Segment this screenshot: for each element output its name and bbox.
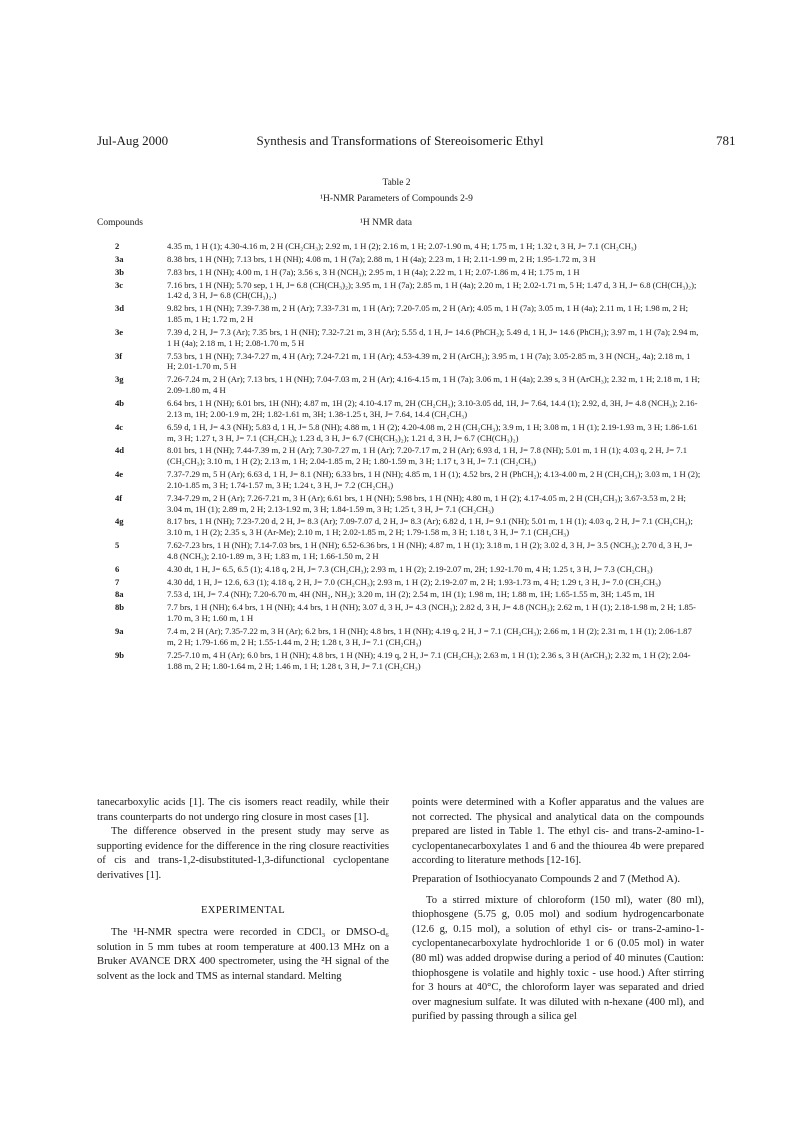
compound-label: 8b [115, 602, 125, 613]
nmr-table-body [97, 241, 701, 673]
nmr-data: 7.34-7.29 m, 2 H (Ar); 7.26-7.21 m, 3 H (Ar); 6.61 brs, 1 H (NH); 5.98 brs, 1 H (NH); 4.80 m, 1 H (2); 4.17-4.05 m, 2 H (CH₂CH₃); 3.67-3.53 m, 2 H; 3.04 m, 1H (1); 2.89 m, 2 H; 2.13-1.92 m, 3 H; 1.84-1.59 m, 3 H; 1.25 t, 3 H, J= 7.1 (CH₂CH₃) [167, 492, 686, 514]
table-row [97, 374, 701, 396]
compound-label: 3d [115, 303, 125, 314]
compound-label: 6 [115, 563, 120, 574]
compound-label: 9a [115, 626, 124, 636]
compound-label: 3b [115, 266, 125, 277]
table-row [97, 445, 701, 467]
table-row [97, 267, 701, 278]
table-row [97, 564, 701, 575]
nmr-data: 6.64 brs, 1 H (NH); 6.01 brs, 1H (NH); 4.87 m, 1H (2); 4.10-4.17 m, 2H (CH₂CH₃); 3.10-3.05 dd, 1H, J= 7.64, 14.4 (1); 2.92, d, 3H, J= 4.8 (NCH₃); 2.16-2.13 m, 1H; 2.00-1.9 m, 2H; 1.82-1.61 m, 3H; 1.38-1.25 t, 3H, J= 7.64, 14.4 (CH₂CH₃) [167, 397, 698, 419]
nmr-data: 4.30 dt, 1 H, J= 6.5, 6.5 (1); 4.18 q, 2 H, J= 7.3 (CH₂CH₃); 2.93 m, 1 H (2); 2.19-2.07 m, 2H; 1.92-1.70 m, 4 H; 1.25 t, 3 H, J= 7.3 (CH₂CH₃) [167, 563, 653, 574]
compound-label: 4c [115, 421, 124, 432]
table-row [97, 241, 701, 252]
right-paragraph-1: points were determined with a Kofler apparatus and the values are not corrected. The physical and analytical data on the compounds prepared are listed in Table 1. The ethyl cis- and trans-2-amino-1-cyclopentanecarboxylates 1 and 6 and the thiourea 4b were prepared according to literature methods [12-16]. [412, 797, 704, 867]
compound-label: 7 [115, 576, 120, 587]
table-row [97, 602, 701, 624]
right-paragraph-2: To a stirred mixture of chloroform (150 ml), water (80 ml), thiophosgene (5.75 g, 0.05 mol) and sodium hydrogencarbonate (12.6 g, 0.15 mol), a solution of ethyl cis- or trans-2-amino-1-cyclopentanecarboxylate hydrochloride 1 or 6 (0.05 mol) in water (80 ml) was added dropwise during a period of 40 minutes (Caution: thiophosgene is volatile and highly toxic - use hood.) After stirring for 3 hours at 40°C, the chloroform layer was separated and dried over magnesium sulfate. It was diluted with n-hexane (400 ml), and purified by passing through a silica gel [412, 894, 704, 1023]
left-paragraph-3: The ¹H-NMR spectra were recorded in CDCl₃ or DMSO-d₆ solution in 5 mm tubes at room temperature at 400.13 MHz on a Bruker AVANCE DRX 400 spectrometer, using the ²H signal of the solvent as the lock and TMS as internal standard. Melting [97, 927, 389, 982]
table-row [97, 327, 701, 349]
nmr-data: 9.82 brs, 1 H (NH); 7.39-7.38 m, 2 H (Ar); 7.33-7.31 m, 1 H (Ar); 7.20-7.05 m, 2 H (Ar); 4.05 m, 1 H (7a); 3.05 m, 1 H (4a); 2.11 m, 1 H; 1.98 m, 2 H; 1.85 m, 1 H; 1.72 m, 2 H [167, 303, 688, 325]
table-row [97, 469, 701, 491]
table-row [97, 422, 701, 444]
nmr-data: 7.53 brs, 1 H (NH); 7.34-7.27 m, 4 H (Ar); 7.24-7.21 m, 1 H (Ar); 4.53-4.39 m, 2 H (ArCH₂); 3.95 m, 1 H (7a); 3.05-2.85 m, 3 H (NCH₂, 4a); 2.18 m, 1 H; 2.01-1.70 m, 5 H [167, 350, 691, 372]
right-column [412, 796, 704, 1025]
compound-label: 2 [115, 241, 120, 251]
table-number: Table 2 [382, 178, 411, 188]
header-title: Synthesis and Transformations of Stereoisomeric Ethyl [256, 133, 544, 148]
running-header [0, 133, 793, 153]
nmr-data: 7.37-7.29 m, 5 H (Ar); 6.63 d, 1 H, J= 8.1 (NH); 6.33 brs, 1 H (NH); 4.85 m, 1 H (1); 4.52 brs, 2 H (PhCH₂); 4.13-4.00 m, 2 H (CH₂CH₃); 3.03 m, 1 H (2); 2.10-1.85 m, 3 H; 1.74-1.57 m, 3 H; 1.24 t, 3 H, J= 7.2 (CH₂CH₃) [167, 469, 701, 490]
table-row [97, 254, 701, 265]
table-caption: ¹H-NMR Parameters of Compounds 2-9 [320, 194, 473, 204]
nmr-data: 7.25-7.10 m, 4 H (Ar); 6.0 brs, 1 H (NH); 4.8 brs, 1 H (NH); 4.19 q, 2 H, J= 7.1 (CH₂CH₃); 2.63 m, 1 H (1); 2.36 s, 3 H (ArCH₃); 2.32 m, 1 H (2); 2.04-1.88 m, 2 H; 1.80-1.64 m, 2 H; 1.46 m, 1 H; 1.28 t, 3 H, J= 7.1 (CH₂CH₃) [167, 649, 691, 671]
compound-label: 3e [115, 326, 124, 337]
nmr-data: 8.17 brs, 1 H (NH); 7.23-7.20 d, 2 H, J= 8.3 (Ar); 7.09-7.07 d, 2 H, J= 8.3 (Ar); 6.82 d, 1 H, J= 9.1 (NH); 5.01 m, 1 H (1); 4.03 q, 2 H, J= 7.1 (CH₂CH₃); 3.10 m, 1 H (2); 2.35 s, 3 H (Ar-Me); 2.10 m, 1 H; 2.02-1.85 m, 2 H; 1.79-1.58 m, 3 H; 1.18 t, 3 H, J= 7.1 (CH₂CH₃) [167, 516, 693, 538]
compound-label: 4b [115, 397, 125, 408]
table-row [97, 540, 701, 562]
compound-label: 3c [115, 279, 124, 290]
compound-label: 4f [115, 492, 123, 503]
table-row [97, 516, 701, 538]
nmr-data: 4.35 m, 1 H (1); 4.30-4.16 m, 2 H (CH₂CH₃); 2.92 m, 1 H (2); 2.16 m, 1 H; 2.07-1.90 m, 4 H; 1.75 m, 1 H; 1.32 t, 3 H, J= 7.1 (CH₂CH₃) [167, 241, 637, 251]
table-row [97, 577, 701, 588]
nmr-data: 7.53 d, 1H, J= 7.4 (NH); 7.20-6.70 m, 4H (NH₂, NH₂); 3.20 m, 1H (2); 2.54 m, 1H (1); 1.98 m, 1H; 1.88 m, 1H; 1.65-1.55 m, 3H; 1.45 m, 1H [167, 589, 655, 600]
header-date: Jul-Aug 2000 [97, 133, 169, 148]
table-row [97, 351, 701, 373]
nmr-data: 7.83 brs, 1 H (NH); 4.00 m, 1 H (7a); 3.56 s, 3 H (NCH₃); 2.95 m, 1 H (4a); 2.22 m, 1 H; 2.07-1.86 m, 4 H; 1.75 m, 1 H [167, 266, 580, 277]
compound-label: 3a [115, 253, 124, 264]
table-row [97, 303, 701, 325]
left-column [97, 796, 389, 985]
nmr-data: 7.4 m, 2 H (Ar); 7.35-7.22 m, 3 H (Ar); 6.2 brs, 1 H (NH); 4.8 brs, 1 H (NH); 4.19 q, 2 H, J = 7.1 (CH₂CH₃); 2.66 m, 1 H (2); 2.31 m, 1 H (1); 2.06-1.87 m, 2 H; 1.79-1.66 m, 2 H; 1.55-1.44 m, 2 H; 1.28 t, 3 H, J= 7.1 (CH₂CH₃) [167, 626, 692, 647]
page-number: 781 [716, 133, 736, 148]
nmr-data: 8.01 brs, 1 H (NH); 7.44-7.39 m, 2 H (Ar); 7.30-7.27 m, 1 H (Ar); 7.20-7.17 m, 2 H (Ar); 6.93 d, 1 H, J= 7.8 (NH); 5.01 m, 1 H (1); 4.03 q, 2 H, J= 7.1 (CH₂CH₃); 3.10 m, 1 H (2); 2.13 m, 1 H; 2.04-1.85 m, 2 H; 1.80-1.59 m, 3 H; 1.17 t, 3 H, J= 7.1 (CH₂CH₃) [167, 445, 688, 467]
table-row [97, 280, 701, 302]
compound-label: 5 [115, 540, 120, 551]
compound-label: 9b [115, 649, 125, 660]
nmr-data: 7.16 brs, 1 H (NH); 5.70 sep, 1 H, J= 6.8 (CH(CH₃)₂); 3.95 m, 1 H (7a); 2.85 m, 1 H (4a); 2.20 m, 1 H; 2.02-1.71 m, 5 H; 1.47 d, 3 H, J= 6.8 (CH(CH₃)₂); 1.42 d, 3 H, J= 6.8 (CH(CH₃)₂.) [167, 279, 697, 301]
table-row [97, 398, 701, 420]
nmr-data: 7.39 d, 2 H, J= 7.3 (Ar); 7.35 brs, 1 H (NH); 7.32-7.21 m, 3 H (Ar); 5.55 d, 1 H, J= 14.6 (PhCH₂); 5.49 d, 1 H, J= 14.6 (PhCH₂); 3.97 m, 1 H (7a); 2.94 m, 1 H (4a); 2.18 m, 1 H; 2.08-1.70 m, 5 H [167, 326, 699, 348]
table-row [97, 626, 701, 648]
left-paragraph-1: tanecarboxylic acids [1]. The cis isomers react readily, while their trans counterparts do not undergo ring closure in most cases [1]. [97, 797, 389, 823]
nmr-data: 7.62-7.23 brs, 1 H (NH); 7.14-7.03 brs, 1 H (NH); 6.52-6.36 brs, 1 H (NH); 4.87 m, 1 H (1); 3.18 m, 1 H (2); 3.02 d, 3 H, J= 3.5 (NCH₃); 2.70 d, 3 H, J= 4.8 (NCH₃); 2.10-1.89 m, 3 H; 1.83 m, 1 H; 1.66-1.50 m, 2 H [167, 540, 693, 561]
left-paragraph-2: The difference observed in the present study may serve as supporting evidence for the difference in the ring closure reactivities of cis and trans-1,2-disubstituted-1,3-difunctional cyclopentane derivatives [1]. [97, 826, 389, 881]
compound-label: 8a [115, 589, 124, 600]
table-row [97, 493, 701, 515]
nmr-data: 4.30 dd, 1 H, J= 12.6, 6.3 (1); 4.18 q, 2 H, J= 7.0 (CH₂CH₃); 2.93 m, 1 H (2); 2.19-2.07 m, 2 H; 1.93-1.73 m, 4 H; 1.29 t, 3 H, J= 7.0 (CH₂CH₃) [167, 576, 661, 587]
table-row [97, 589, 701, 600]
compound-label: 4e [115, 469, 124, 480]
column-header-nmr: ¹H NMR data [360, 218, 412, 228]
section-heading-experimental: EXPERIMENTAL [201, 904, 285, 916]
nmr-data: 7.26-7.24 m, 2 H (Ar); 7.13 brs, 1 H (NH); 7.04-7.03 m, 2 H (Ar); 4.16-4.15 m, 1 H (7a); 3.06 m, 1 H (4a); 2.39 s, 3 H (ArCH₃); 2.32 m, 1 H; 2.18 m, 1 H; 2.09-1.80 m, 4 H [167, 374, 700, 396]
compound-label: 3f [115, 350, 123, 361]
nmr-data: 8.38 brs, 1 H (NH); 7.13 brs, 1 H (NH); 4.08 m, 1 H (7a); 2.88 m, 1 H (4a); 2.23 m, 1 H; 2.11-1.99 m, 2 H; 1.95-1.72 m, 3 H [167, 253, 596, 264]
nmr-data: 6.59 d, 1 H, J= 4.3 (NH); 5.83 d, 1 H, J= 5.8 (NH); 4.88 m, 1 H (2); 4.20-4.08 m, 2 H (CH₂CH₃); 3.9 m, 1 H; 3.08 m, 1 H (1); 2.19-1.93 m, 3 H; 1.86-1.61 m, 3 H; 1.27 t, 3 H, J= 7.1 (CH₂CH₃); 1.23 d, 3 H, J= 6.7 (CH(CH₃)₂); 1.21 d, 3 H, J= 6.7 (CH(CH₃)₂) [167, 421, 698, 443]
nmr-data: 7.7 brs, 1 H (NH); 6.4 brs, 1 H (NH); 4.4 brs, 1 H (NH); 3.07 d, 3 H, J= 4.3 (NCH₃); 2.82 d, 3 H, J= 4.8 (NCH₃); 2.62 m, 1 H (1); 2.18-1.98 m, 2 H; 1.85-1.70 m, 3 H; 1.60 m, 1 H [167, 602, 696, 624]
column-header-compounds: Compounds [97, 218, 143, 228]
table-row [97, 650, 701, 672]
compound-label: 3g [115, 374, 124, 385]
compound-label: 4g [115, 516, 124, 527]
subheading-method-a: Preparation of Isothiocyanato Compounds 2 and 7 (Method A). [412, 873, 681, 885]
compound-label: 4d [115, 445, 125, 456]
